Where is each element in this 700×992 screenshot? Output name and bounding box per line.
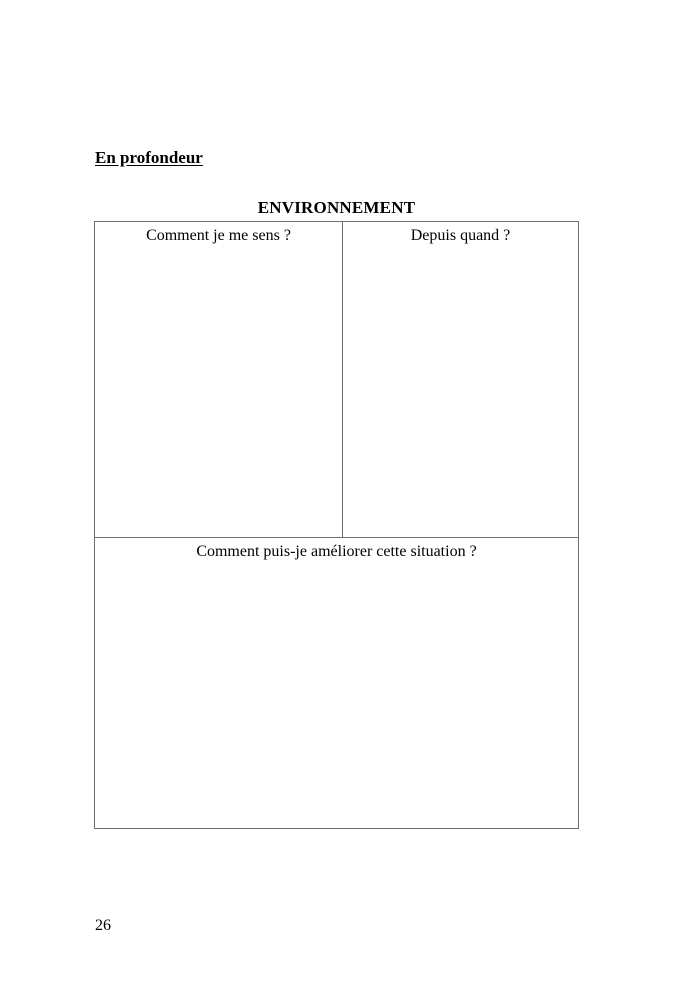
cell-how-i-feel — [95, 222, 343, 537]
cell-how-i-feel-label: Comment je me sens ? — [146, 227, 291, 244]
cell-since-when — [343, 222, 578, 537]
worksheet-table — [94, 221, 579, 829]
table-title: ENVIRONNEMENT — [257, 198, 416, 217]
page-number: 26 — [95, 917, 111, 934]
cell-since-when-label: Depuis quand ? — [410, 227, 511, 244]
section-heading: En profondeur — [95, 148, 203, 167]
cell-how-to-improve-label: Comment puis-je améliorer cette situation ? — [196, 543, 477, 560]
cell-how-to-improve — [95, 537, 578, 828]
